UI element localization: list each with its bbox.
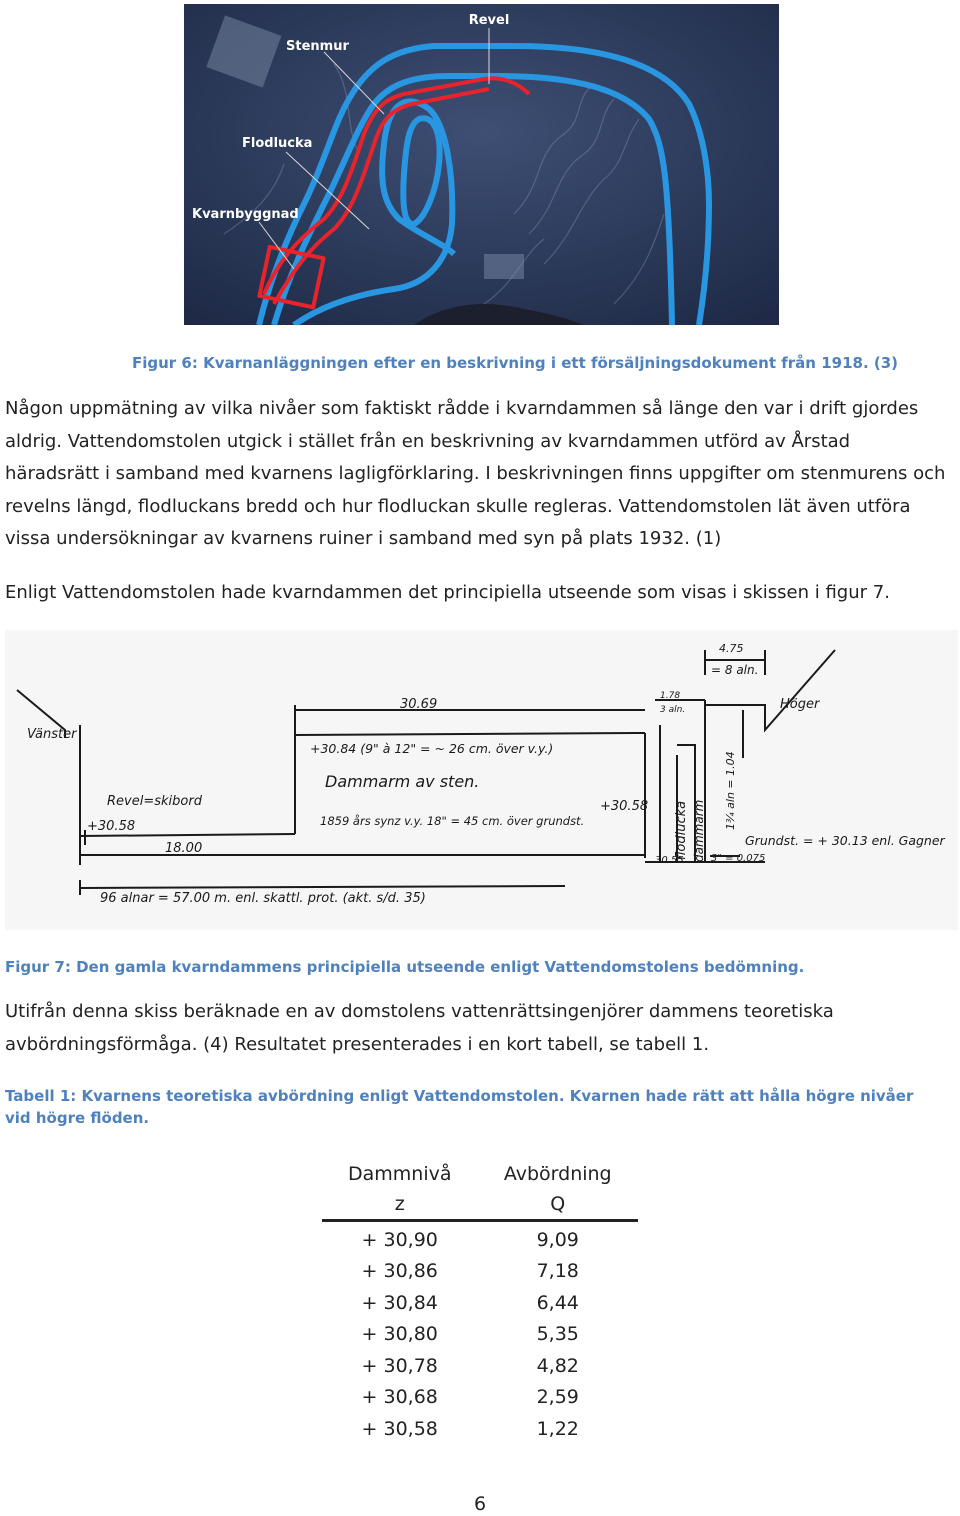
- label-level-3058-left: +30.58: [87, 819, 136, 834]
- label-dim-178: 1.78: [660, 691, 681, 701]
- figure-7-caption: Figur 7: Den gamla kvarndammens principiella utseende enligt Vattendomstolens bedömning.: [5, 958, 805, 976]
- label-vanster: Vänster: [27, 727, 77, 742]
- table-row: [322, 1414, 638, 1446]
- cell-flow: 2,59: [536, 1386, 579, 1408]
- column-header-avbordning: Avbördning: [503, 1163, 612, 1185]
- figure-6-map: [184, 4, 779, 325]
- cell-flow: 1,22: [536, 1417, 579, 1440]
- sketch-image: [5, 630, 958, 930]
- label-dim-0075: 3" = 0.075: [711, 853, 766, 864]
- table-row: [322, 1256, 638, 1288]
- rock-patch: [484, 254, 524, 279]
- results-table: [322, 1159, 638, 1445]
- table-row: [322, 1382, 638, 1414]
- table-row: [322, 1319, 638, 1351]
- label-dim-104: 1¾ aln = 1.04: [724, 751, 737, 830]
- label-dim-8aln: = 8 aln.: [711, 663, 759, 677]
- cell-level: + 30,90: [361, 1228, 438, 1251]
- label-crest: +30.84 (9" à 12" = ~ 26 cm. över v.y.): [310, 741, 554, 756]
- table-row: [322, 1225, 638, 1257]
- cell-flow: 7,18: [536, 1260, 579, 1282]
- cell-level: + 30,78: [361, 1354, 438, 1377]
- column-header-dammniva: Dammnivå: [347, 1163, 452, 1185]
- table-row: [322, 1351, 638, 1383]
- label-revel-skibord: Revel=skibord: [107, 794, 202, 809]
- label-dim-475: 4.75: [719, 642, 744, 655]
- label-dammarm-vertical: dammarm: [692, 799, 706, 862]
- label-flodlucka-sketch: flodlucka: [674, 800, 689, 860]
- label-stenmur: Stenmur: [286, 39, 349, 54]
- label-level-3055: 30.55: [655, 855, 684, 866]
- cell-level: + 30,68: [361, 1386, 438, 1408]
- paragraph-1: Någon uppmätning av vilka nivåer som faktiskt rådde i kvarndammen så länge den var i drift gjordes aldrig. Vattendomstolen utgick i stället från en beskrivning av kvarndammen utförd av Årstad häradsrätt i samband med kvarnens lagligförklaring. I beskrivningen finns uppgifter om stenmurens och revelns längd, flodluckans bredd och hur flodluckan skulle regleras. Vattendomstolen lät även utföra vissa undersökningar av kvarnens ruiner i samband med syn på plats 1932. (1): [5, 398, 946, 549]
- figure-6-caption: Figur 6: Kvarnanläggningen efter en beskrivning i ett försäljningsdokument från 1918. (3): [132, 354, 899, 372]
- cell-level: + 30,84: [361, 1291, 438, 1314]
- cell-flow: 4,82: [536, 1354, 579, 1377]
- label-level-3058-right: +30.58: [600, 799, 649, 814]
- label-length-3069: 30.69: [400, 697, 438, 712]
- page-number: 6: [473, 1493, 487, 1515]
- table-1-caption: Tabell 1: Kvarnens teoretiska avbördning enligt Vattendomstolen. Kvarnen hade rätt att hålla högre nivåer vid högre flöden.: [5, 1087, 914, 1127]
- label-syn-1859: 1859 års synz v.y. 18" = 45 cm. över grundst.: [320, 814, 585, 828]
- paragraph-3: Utifrån denna skiss beräknade en av domstolens vattenrättsingenjörer dammens teoretiska avbördningsförmåga. (4) Resultatet presenterades i en kort tabell, se tabell 1.: [5, 1001, 834, 1055]
- cell-level: + 30,80: [361, 1323, 438, 1345]
- label-flodlucka: Flodlucka: [242, 136, 313, 151]
- cell-level: + 30,86: [361, 1260, 438, 1282]
- table-1: [322, 1159, 638, 1445]
- figure-7-sketch: [5, 630, 958, 930]
- label-kvarnbyggnad: Kvarnbyggnad: [192, 207, 299, 222]
- label-grundst: Grundst. = + 30.13 enl. Gagner: [745, 833, 945, 848]
- column-symbol-q: Q: [477, 1189, 638, 1221]
- label-dim-3aln: 3 aln.: [660, 705, 686, 715]
- cell-level: + 30,58: [361, 1417, 438, 1440]
- label-total-length: 96 alnar = 57.00 m. enl. skattl. prot. (akt. s/d. 35): [100, 891, 426, 906]
- paragraph-2: Enligt Vattendomstolen hade kvarndammen det principiella utseende som visas i skissen i figur 7.: [5, 582, 890, 603]
- sketch-paper: [5, 630, 958, 930]
- label-dammarm-sten: Dammarm av sten.: [325, 772, 480, 791]
- cell-flow: 6,44: [536, 1291, 579, 1314]
- label-hoger: Höger: [780, 697, 820, 712]
- label-length-18: 18.00: [165, 841, 203, 856]
- column-symbol-z: z: [322, 1189, 477, 1221]
- label-revel: Revel: [468, 13, 510, 28]
- cell-flow: 9,09: [536, 1228, 579, 1251]
- table-row: [322, 1288, 638, 1320]
- map-image: [184, 4, 779, 325]
- cell-flow: 5,35: [536, 1323, 579, 1345]
